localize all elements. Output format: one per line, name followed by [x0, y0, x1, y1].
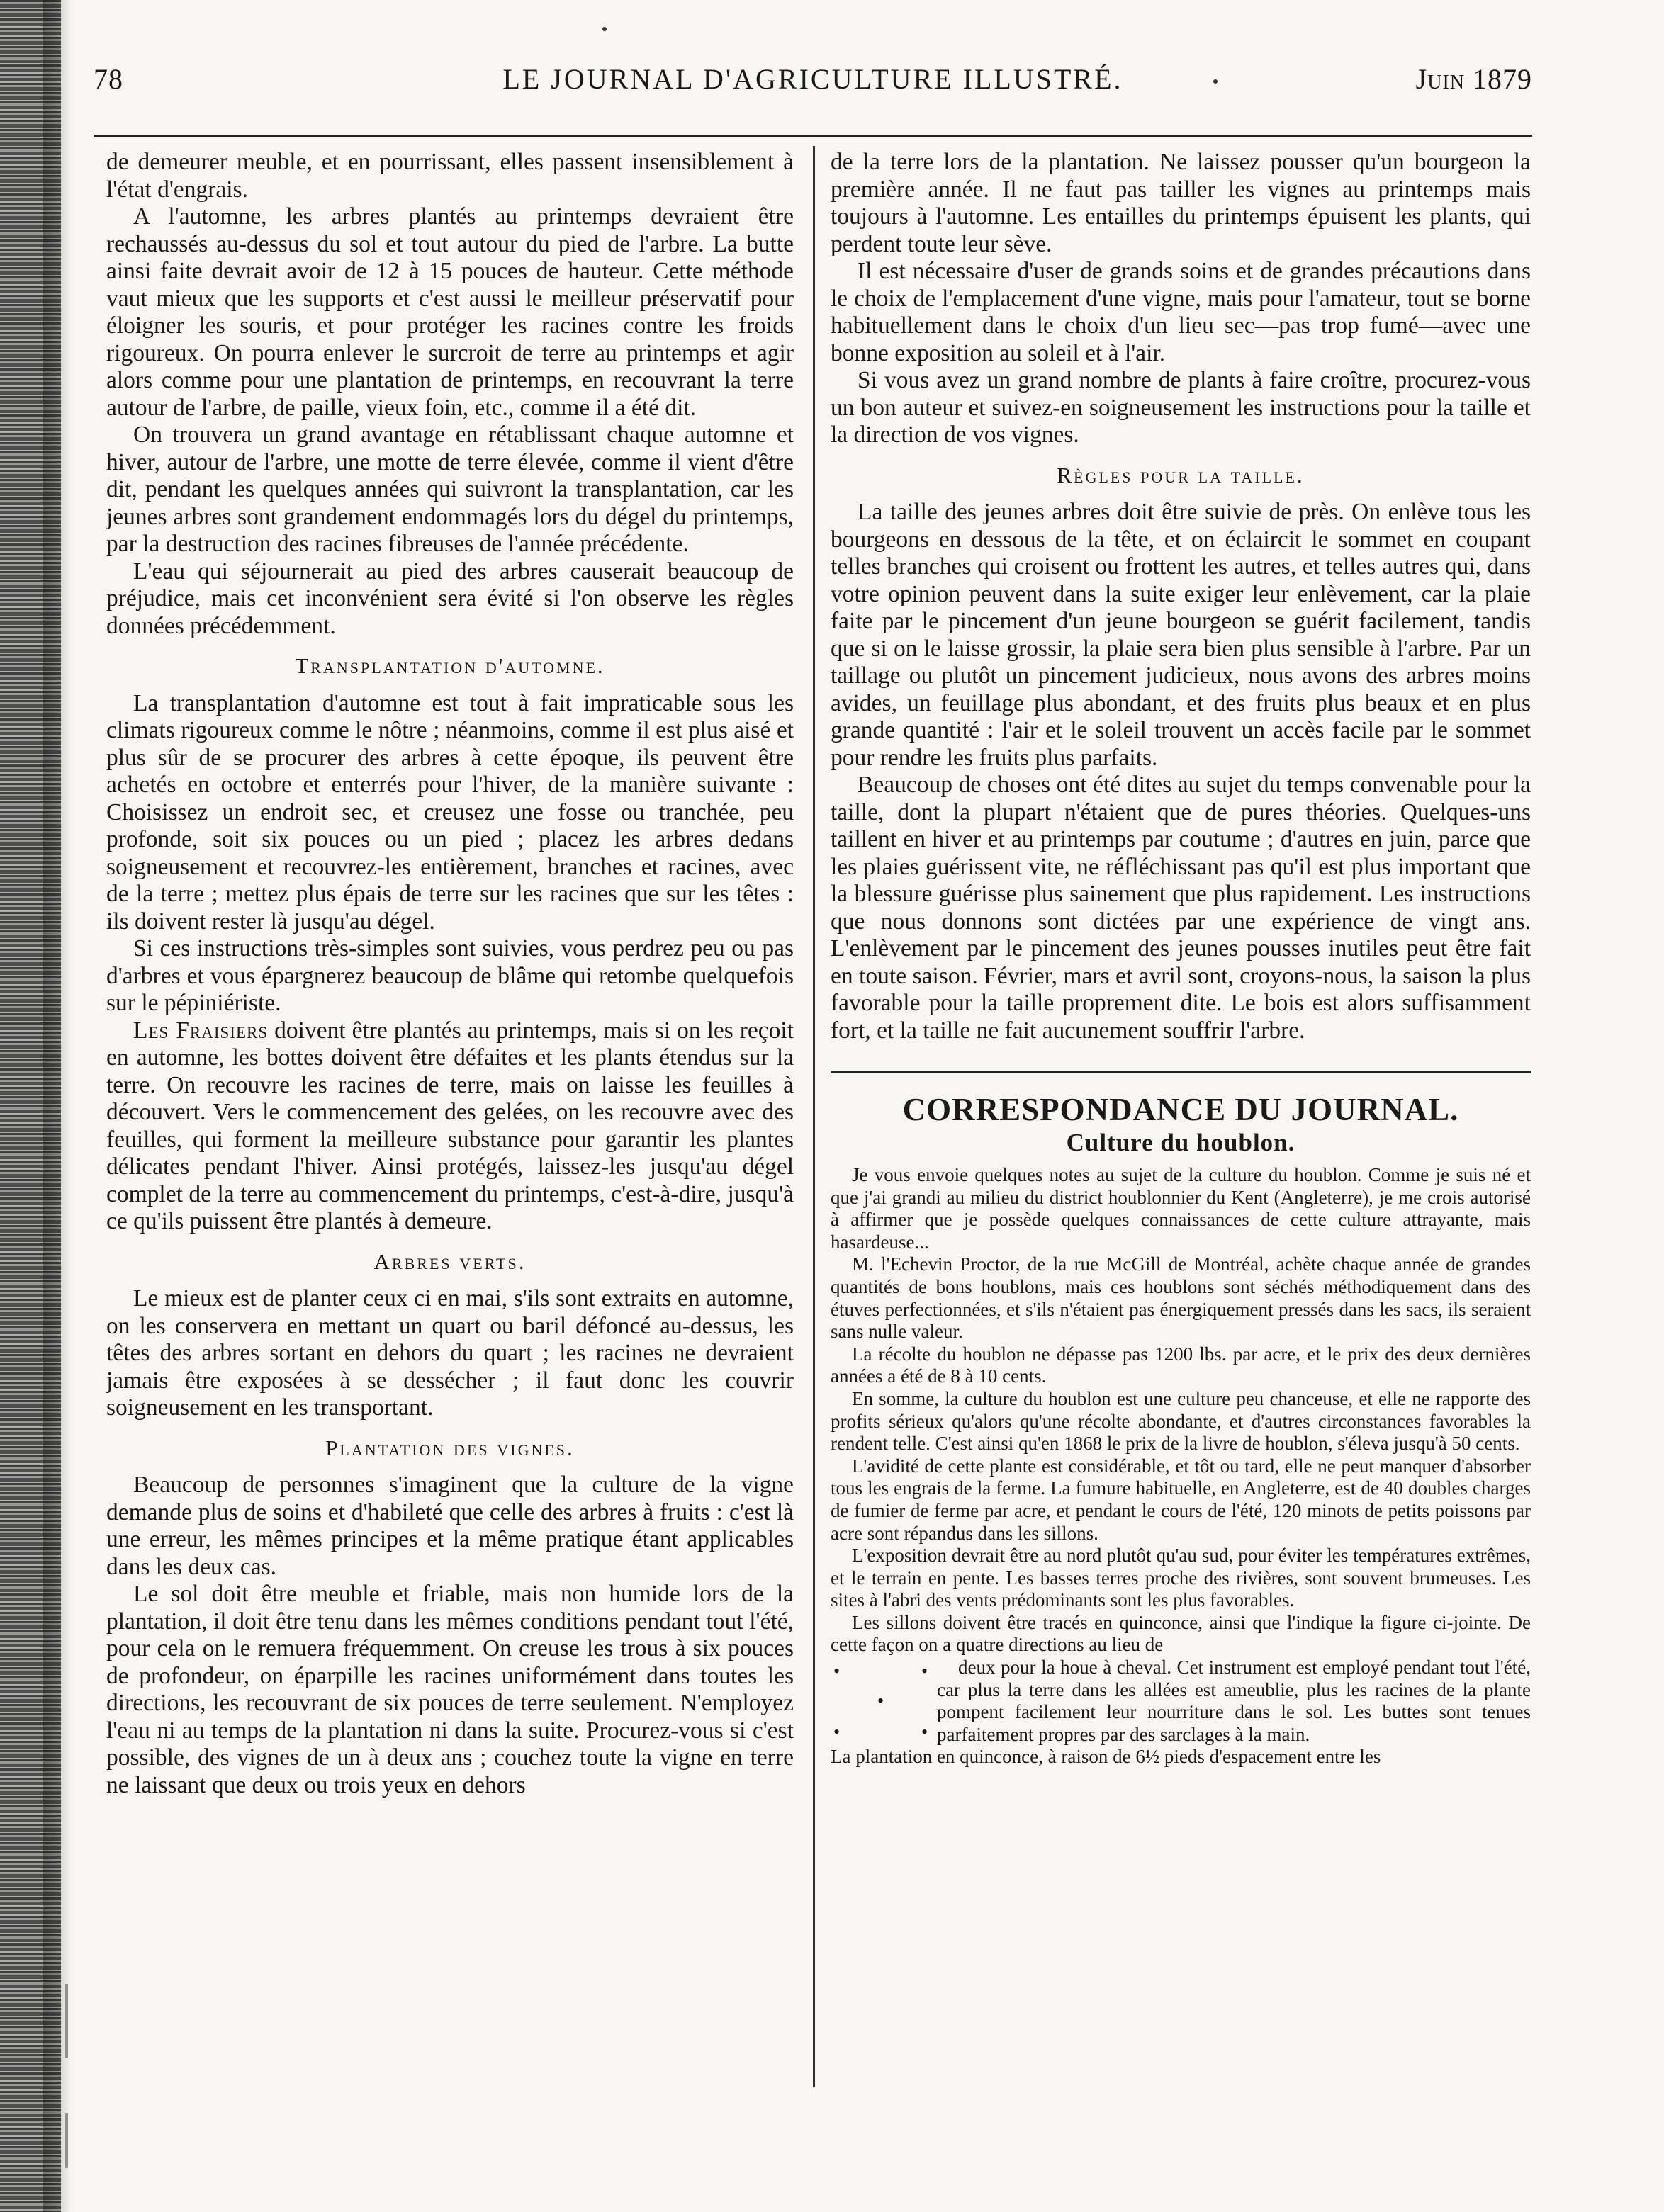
issue-date: Juin 1879 [1415, 63, 1532, 95]
paragraph: A l'automne, les arbres plantés au printemps devraient être rechaussés au-dessus du sol et tout autour du pied de l'arbre. La butte ainsi faite devrait avoir de 12 à 15 pouces de hauteur. Cette méthode vaut mieux que les supports et c'est aussi le meilleur préservatif pour éloigner les souris, et pour protéger les racines contre les froids rigoureux. On pourra enlever le surcroit de terre au printemps et agir alors comme pour une plantation de printemps, en recouvrant la terre autour de l'arbre, de paille, vieux foin, etc., comme il a été dit. [106, 203, 794, 421]
section-heading-vignes: Plantation des vignes. [325, 1435, 575, 1460]
scan-speck [602, 27, 607, 31]
quincunx-dot: • [833, 1661, 841, 1682]
scan-speck [1213, 79, 1218, 84]
paragraph: En somme, la culture du houblon est une culture peu chanceuse, et elle ne rapporte des profits sérieux qu'alors qu'une récolte abondante, et d'autres circonstances favorables la rendent telle. C'est ainsi qu'en 1868 le prix de la livre de houblon, s'éleva jusqu'à 50 cents. [831, 1387, 1531, 1455]
correspondance-subtitle: Culture du houblon. [1066, 1129, 1295, 1156]
paragraph: Beaucoup de choses ont été dites au sujet du temps convenable pour la taille, dont la plupart n'étaient que de pures théories. Quelques-uns taillent en hiver et au printemps par coutume ; d'autres en juin, parce que les plaies guérissent vite, ne réfléchissant pas qu'il est plus important que la blessure guérisse plus sainement que plus rapidement. Les instructions que nous donnons sont dictées par une expérience de vingt ans. L'enlèvement par le pincement des jeunes pousses inutiles peut être fait en toute saison. Février, mars et avril sont, croyons-nous, la saison la plus favorable pour la taille proprement dite. Le bois est alors suffisamment fort, et la taille ne fait aucunement souffrir l'arbre. [831, 772, 1531, 1044]
paragraph: La transplantation d'automne est tout à fait impraticable sous les climats rigoureux comme le nôtre ; néanmoins, comme il est plus aisé et plus sûr de se procurer des arbres à cette époque, ils peuvent être achetés en octobre et enterrés pour l'hiver, de la manière suivante : Choisissez un endroit sec, et creusez une fosse ou tranchée, peu profonde, soit six pouces ou un pied ; placez les arbres dedans soigneusement et recouvrez-les entièrement, branches et racines, avec de la terre ; mettez plus épais de terre sur les racines que sur les têtes : ils doivent rester là jusqu'au dégel. [106, 689, 794, 935]
paragraph: Si vous avez un grand nombre de plants à faire croître, procurez-vous un bon auteur et suivez-en soigneusement les instructions pour la taille et la direction de vos vignes. [831, 367, 1531, 448]
quincunx-dot: • [877, 1691, 884, 1712]
paragraph: Beaucoup de personnes s'imaginent que la culture de la vigne demande plus de soins et d'habileté que celle des arbres à fruits : c'est là une erreur, les mêmes principes et la même pratique étant applicables dans les deux cas. [106, 1472, 794, 1580]
paragraph: La plantation en quinconce, à raison de 6½ pieds d'espacement entre les [831, 1746, 1381, 1768]
paragraph: de demeurer meuble, et en pourrissant, elles passent insensiblement à l'état d'engrais. [106, 149, 794, 203]
section-heading-arbres-verts: Arbres verts. [373, 1248, 527, 1274]
correspondance-section [831, 1071, 1531, 1768]
run-in-heading: Les Fraisiers [133, 1017, 269, 1044]
paragraph: La taille des jeunes arbres doit être suivie de près. On enlève tous les bourgeons en dessous de la tête, et on éclaircit le sommet en coupant telles branches qui croisent ou frottent les autres, et telles autres qui, dans votre opinion peuvent dans la suite exiger leur enlèvement, car la plaie faite par le pincement d'un jeune bourgeon se guérit facilement, tandis que si on le laisse grossir, la plaie sera bien plus sensible à l'arbre. Par un taillage ou plutôt un pincement judicieux, nous avons des arbres moins avides, un feuillage plus abondant, et des fruits plus beaux et en plus grande quantité : l'air et le soleil trouvent un accès facile par le sommet pour rendre les fruits plus parfaits. [831, 499, 1531, 771]
paragraph-fraisiers [106, 1017, 794, 1236]
paragraph: L'exposition devrait être au nord plutôt qu'au sud, pour éviter les températures extrêmes, et le terrain en pente. Les basses terres proche des rivières, sont souvent brumeuses. Les sites à l'abri des vents prédominants sont les plus favorables. [831, 1545, 1531, 1611]
column-divider [813, 146, 815, 2087]
paragraph: Si ces instructions très-simples sont suivies, vous perdrez peu ou pas d'arbres et vous épargnerez beaucoup de blâme qui retombe quelquefois sur le pépiniériste. [106, 935, 794, 1016]
correspondance-title: CORRESPONDANCE DU JOURNAL. [902, 1092, 1459, 1127]
quincunx-dot: • [833, 1722, 841, 1743]
paragraph: Je vous envoie quelques notes au sujet de la culture du houblon. Comme je suis né et que j'ai grandi au milieu du district houblonnier du Kent (Angleterre), je me crois autorisé à affirmer que je possède quelques connaissances de cette culture attrayante, mais hasardeuse... [831, 1164, 1531, 1253]
paragraph: Les sillons doivent être tracés en quinconce, ainsi que l'indique la figure ci-jointe. De cette façon on a quatre directions au lieu de [831, 1611, 1531, 1656]
correspondance-body [831, 1164, 1531, 1768]
quincunx-figure [831, 1657, 937, 1746]
paragraph: Il est nécessaire d'user de grands soins et de grandes précautions dans le choix de l'emplacement d'une vigne, mais pour l'amateur, tout se borne habituellement dans le choix d'un lieu sec—pas trop fumé—avec une bonne exposition au soleil et à l'air. [831, 258, 1531, 366]
paragraph: de la terre lors de la plantation. Ne laissez pousser qu'un bourgeon la première année. Il ne faut pas tailler les vignes au printemps mais toujours à l'automne. Les entailles du printemps épuisent les plants, qui perdent toute leur sève. [831, 149, 1531, 257]
paragraph: Le sol doit être meuble et friable, mais non humide lors de la plantation, il doit être tenu dans les mêmes conditions pendant tout l'été, pour cela on le remuera fréquemment. On creuse les trous à six pouces de profondeur, on éparpille les racines uniformément dans toutes les directions, les recouvrant de six pouces de terre seulement. N'employez l'eau ni au temps de la plantation ni dans la suite. Procurez-vous si c'est possible, des vignes de un à deux ans ; couchez toute la vigne en terre ne laissant que deux ou trois yeux en dehors [106, 1581, 794, 1798]
section-heading-taille: Règles pour la taille. [1057, 462, 1305, 487]
quincunx-dot: • [921, 1661, 928, 1682]
quincunx-dot: • [921, 1722, 928, 1743]
paragraph: Le mieux est de planter ceux ci en mai, s'ils sont extraits en automne, on les conservera en mettant un quart ou baril défoncé au-dessus, les têtes des arbres sortant en dehors du quart ; les racines ne devraient jamais être exposées à se dessécher ; il faut donc les couvrir soigneusement en les transportant. [106, 1285, 794, 1421]
margin-marks [65, 1984, 68, 2168]
page-header [94, 62, 1532, 105]
paragraph: L'eau qui séjournerait au pied des arbres causerait beaucoup de préjudice, mais cet inconvénient sera évité si l'on observe les règles données précédemment. [106, 558, 794, 639]
left-column [106, 149, 794, 1799]
paragraph: On trouvera un grand avantage en rétablissant chaque automne et hiver, autour de l'arbre, une motte de terre élevée, comme il vient d'être dit, pendant les quelques années qui suivront la transplantation, car les jeunes arbres sont grandement endommagés lors du dégel du printemps, par la destruction des racines fibreuses de l'année précédente. [106, 422, 794, 557]
page-number: 78 [94, 63, 123, 95]
paragraph: M. l'Echevin Proctor, de la rue McGill de Montréal, achète chaque année de grandes quantités de bons houblons, mais ces houblons sont séchés méthodiquement dans des étuves perfectionnées, et s'ils n'étaient pas énergiquement pressés dans les sacs, ils seraient sans nulle valeur. [831, 1253, 1531, 1343]
paragraph: deux pour la houe à cheval. Cet instrument est employé pendant tout l'été, car plus la terre dans les allées est ameublie, plus les racines de la plante pompent facilement leur nourriture dans le sol. Les buttes sont tenues parfaitement propres par des sarclages à la main. [937, 1657, 1531, 1745]
journal-title: LE JOURNAL D'AGRICULTURE ILLUSTRÉ. [502, 63, 1123, 95]
section-heading-transplantation: Transplantation d'automne. [295, 653, 605, 678]
paragraph-text: doivent être plantés au printemps, mais si on les reçoit en automne, les bottes doivent être défaites et les plants étendus sur la terre. On recouvre les racines de terre, mais on laisse les feuilles à découvert. Vers le commencement des gelées, on les recouvre avec des feuilles, qui forment la meilleure substance pour garantir les plantes délicates pendant l'hiver. Ainsi protégés, laissez-les jusqu'au dégel complet de la terre au commencement du printemps, c'est-à-dire, jusqu'à ce qu'ils puissent être plantés à demeure. [106, 1017, 794, 1234]
right-column [831, 149, 1531, 1768]
binding-shadow [43, 0, 71, 2212]
paragraph: La récolte du houblon ne dépasse pas 1200 lbs. par acre, et le prix des deux dernières années a été de 8 à 10 cents. [831, 1343, 1531, 1387]
paragraph: L'avidité de cette plante est considérable, et tôt ou tard, elle ne peut manquer d'absorber tous les engrais de la ferme. La fumure habituelle, en Angleterre, est de 40 doubles charges de fumier de ferme par acre, et pendant le cours de l'été, 120 minots de petits poissons par acre sont répandus dans les sillons. [831, 1455, 1531, 1544]
header-rule [94, 135, 1532, 137]
quincunx-figure-block [831, 1657, 1531, 1746]
